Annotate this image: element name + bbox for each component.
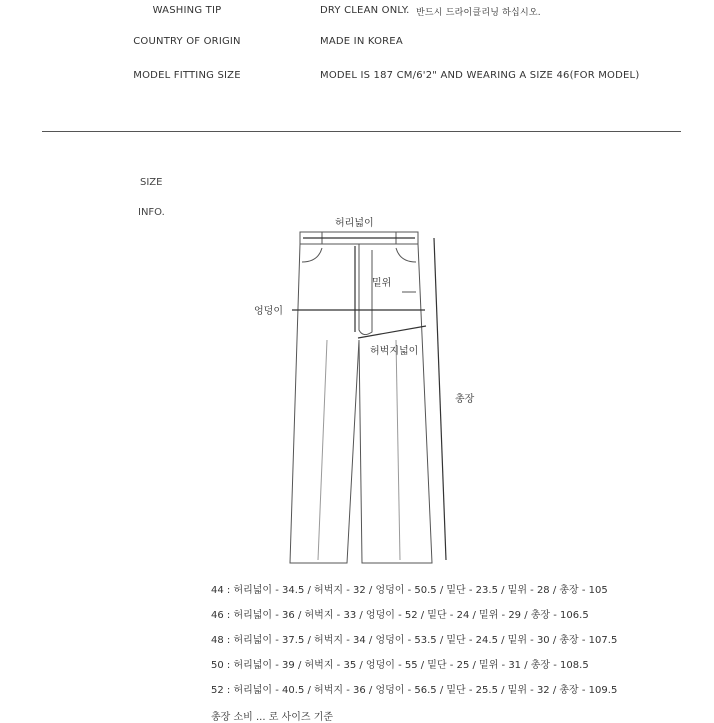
label-waist: 허리넓이 — [335, 218, 374, 229]
size-row-44: 44 : 허리넓이 - 34.5 / 허벅지 - 32 / 엉덩이 - 50.5 / 밑단 - 23.5 / 밑위 - 28 / 총장 - 105 — [211, 585, 608, 596]
label-hip: 엉덩이 — [254, 306, 283, 317]
fly-line — [359, 244, 372, 335]
label-thigh: 허벅지넓이 — [370, 346, 419, 357]
size-row-52: 52 : 허리넓이 - 40.5 / 허벅지 - 36 / 엉덩이 - 56.5 / 밑단 - 25.5 / 밑위 - 32 / 총장 - 109.5 — [211, 685, 618, 696]
size-row-50: 50 : 허리넓이 - 39 / 허벅지 - 35 / 엉덩이 - 55 / 밑단 - 25 / 밑위 - 31 / 총장 - 108.5 — [211, 660, 589, 671]
size-row-cut: 총장 소비 ... 로 사이즈 기준 — [211, 712, 334, 723]
spec-value-washing-tip: DRY CLEAN ONLY. — [320, 5, 410, 16]
spec-label-country: COUNTRY OF ORIGIN — [133, 36, 241, 47]
spec-note-washing-tip: 반드시 드라이클리닝 하십시오. — [416, 8, 541, 18]
spec-label-washing-tip: WASHING TIP — [152, 5, 222, 16]
size-row-46: 46 : 허리넓이 - 36 / 허벅지 - 33 / 엉덩이 - 52 / 밑단 - 24 / 밑위 - 29 / 총장 - 106.5 — [211, 610, 589, 621]
spec-value-model-fitting: MODEL IS 187 CM/6'2" AND WEARING A SIZE 46(FOR MODEL) — [320, 70, 640, 81]
size-info-line1: SIZE — [140, 177, 163, 188]
length-measure-line — [434, 238, 446, 560]
label-rise: 밑위 — [372, 278, 392, 289]
size-row-48: 48 : 허리넓이 - 37.5 / 허벅지 - 34 / 엉덩이 - 53.5 / 밑단 - 24.5 / 밑위 - 30 / 총장 - 107.5 — [211, 635, 618, 646]
right-leg-outline — [359, 244, 432, 563]
label-length: 총장 — [455, 394, 475, 405]
left-pocket — [302, 248, 322, 262]
spec-value-country: MADE IN KOREA — [320, 36, 403, 47]
spec-label-model-fitting: MODEL FITTING SIZE — [133, 70, 241, 81]
right-pocket — [396, 248, 416, 262]
size-info-line2: INFO. — [138, 207, 165, 218]
thigh-measure-line — [358, 326, 426, 338]
